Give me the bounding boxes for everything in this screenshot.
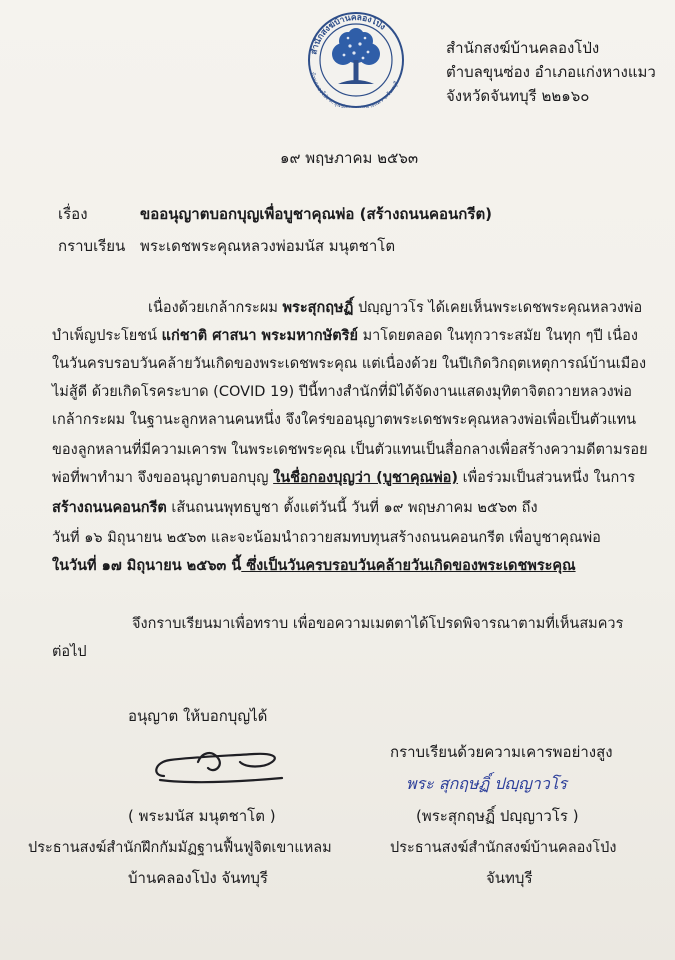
temple-seal-logo	[288, 8, 423, 108]
body-line-10: ในวันที่ ๑๗ มิถุนายน ๒๕๖๓ นี้ ซึ่งเป็นวันครบรอบวันคล้ายวันเกิดของพระเดชพระคุณ	[52, 558, 576, 574]
right-signatory-place: จันทบุรี	[486, 869, 533, 887]
subject-text: ขออนุญาตบอกบุญเพื่อบูชาคุณพ่อ (สร้างถนนคอนกรีต)	[140, 205, 493, 223]
right-signatory-title: ประธานสงฆ์สำนักสงฆ์บ้านคลองโป่ง	[390, 840, 617, 856]
seal-bottom-text: บ้านคลองโป่ง ต.ขุนซ่อ หางแมว จ.จันทบุรี	[308, 71, 401, 108]
address-line-1: สำนักสงฆ์บ้านคลองโป่ง	[446, 39, 600, 57]
closing-line-1: จึงกราบเรียนมาเพื่อทราบ เพื่อขอความเมตตาได้โปรดพิจารณาตามที่เห็นสมควร	[132, 616, 624, 632]
left-signatory-title: ประธานสงฆ์สำนักฝึกกัมมัฏฐานฟื้นฟูจิตเขาแหลม	[28, 840, 332, 856]
left-signatory-name: ( พระมนัส มนุตชาโต )	[128, 807, 276, 825]
body-line-8: สร้างถนนคอนกรีต เส้นถนนพุทธบูชา ตั้งแต่วันนี้ วันที่ ๑๙ พฤษภาคม ๒๕๖๓ ถึง	[52, 500, 538, 516]
subject-label: เรื่อง	[58, 205, 88, 223]
seal-top-text: สำนักสงฆ์บ้านคลองโป่ง	[309, 12, 388, 56]
left-signatory-place: บ้านคลองโป่ง จันทบุรี	[128, 869, 268, 887]
body-line-3: ในวันครบรอบวันคล้ายวันเกิดของพระเดชพระคุณ แต่เนื่องด้วย ในปีเกิดวิกฤตเหตุการณ์บ้านเมือง	[52, 356, 647, 372]
salutation-text: พระเดชพระคุณหลวงพ่อมนัส มนุตชาโต	[140, 237, 396, 255]
closing-line-2: ต่อไป	[52, 644, 87, 660]
body-line-4: ไม่สู้ดี ด้วยเกิดโรคระบาด (COVID 19) ปีนี้ทางสำนักที่มิได้จัดงานแสดงมุทิตาจิตถวายหลวงพ่อ	[52, 384, 633, 400]
address-line-3: จังหวัดจันทบุรี ๒๒๑๖๐	[446, 87, 590, 105]
body-line-2: บำเพ็ญประโยชน์ แก่ชาติ ศาสนา พระมหากษัตริย์ มาโดยตลอด ในทุกวาระสมัย ในทุก ๆปี เนื่อง	[52, 328, 638, 344]
salutation-label: กราบเรียน	[58, 237, 126, 255]
left-handwritten-signature	[142, 732, 292, 796]
right-signatory-name: (พระสุกฤษฏิ์ ปญฺญาวโร )	[416, 807, 579, 825]
body-line-6: ของลูกหลานที่มีความเคารพ ในพระเดชพระคุณ เป็นตัวแทนเป็นสื่อกลางเพื่อสร้างความดีตามรอย	[52, 442, 648, 458]
body-line-7: พ่อที่พาทำมา จึงขออนุญาตบอกบุญ ในชื่อกองบุญว่า (บูชาคุณพ่อ) เพื่อร่วมเป็นส่วนหนึ่ง ในการ	[52, 470, 636, 486]
body-line-5: เกล้ากระผม ในฐานะลูกหลานคนหนึ่ง จึงใคร่ขออนุญาตพระเดชพระคุณหลวงพ่อเพื่อเป็นตัวแทน	[52, 412, 637, 428]
address-line-2: ตำบลขุนซ่อง อำเภอแก่งหางแมว	[446, 63, 656, 81]
body-line-1: เนื่องด้วยเกล้ากระผม พระสุกฤษฏิ์ ปญฺญาวโร ได้เคยเห็นพระเดชพระคุณหลวงพ่อ	[148, 300, 643, 316]
right-handwritten-signature: พระ สุกฤษฏิ์ ปญฺญาวโร	[406, 774, 567, 793]
letter-date: ๑๙ พฤษภาคม ๒๕๖๓	[280, 149, 419, 167]
body-line-9: วันที่ ๑๖ มิถุนายน ๒๕๖๓ และจะน้อมนำถวายสมทบทุนสร้างถนนคอนกรีต เพื่อบูชาคุณพ่อ	[52, 530, 601, 546]
left-signature-caption: อนุญาต ให้บอกบุญได้	[128, 707, 268, 725]
right-signature-caption: กราบเรียนด้วยความเคารพอย่างสูง	[390, 743, 613, 761]
